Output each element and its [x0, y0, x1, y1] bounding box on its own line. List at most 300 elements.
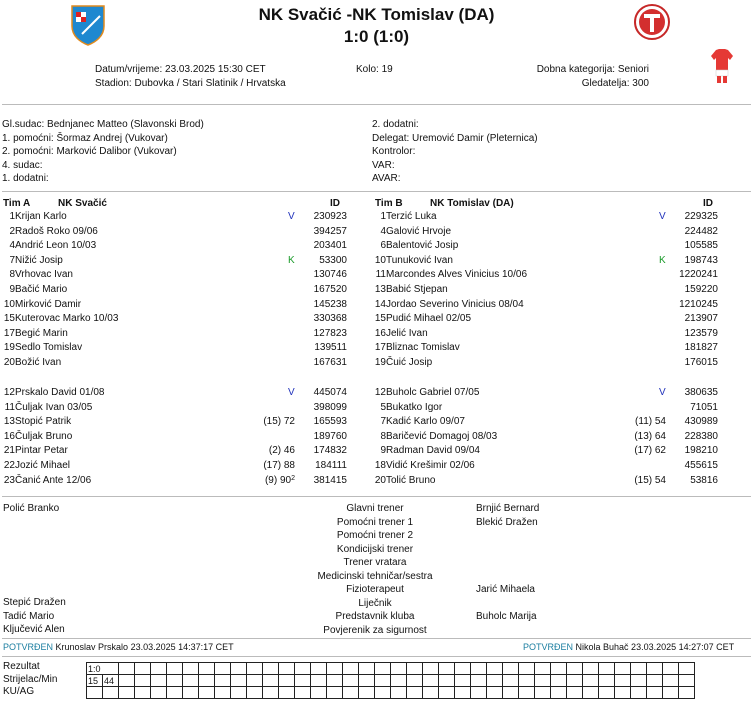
- result-cell: [487, 687, 503, 699]
- player-number: 17: [374, 342, 386, 354]
- result-label: KU/AG: [3, 686, 35, 697]
- staff-role: Fizioterapeut: [346, 584, 404, 595]
- player-name: Babić Stjepan: [386, 284, 448, 295]
- player-number: 20: [374, 474, 386, 486]
- result-cell: [535, 663, 551, 675]
- player-name: Balentović Josip: [386, 240, 459, 252]
- result-cell: [583, 663, 599, 675]
- player-row: [0, 283, 355, 298]
- result-cell: [679, 687, 695, 699]
- player-id: 228380: [684, 430, 718, 442]
- result-cell: [471, 663, 487, 675]
- result-cell: [199, 675, 215, 687]
- result-cell: [279, 663, 295, 675]
- result-cell: [343, 675, 359, 687]
- player-row: [366, 386, 726, 401]
- player-name: Čuljak Bruno: [15, 430, 73, 442]
- player-id: 1220241: [679, 269, 718, 281]
- player-name: Vrhovac Ivan: [15, 269, 73, 281]
- player-id: 394257: [313, 225, 347, 237]
- player-row: [0, 415, 355, 430]
- result-cell: [439, 675, 455, 687]
- player-row: [366, 268, 726, 283]
- official-line: Gl.sudac: Bednjanec Matteo (Slavonski Brod): [2, 119, 204, 130]
- result-label: Rezultat: [3, 661, 40, 672]
- result-labels: [3, 661, 57, 699]
- player-number: 9: [9, 284, 15, 295]
- player-id: 174832: [313, 445, 347, 457]
- result-cell: [551, 675, 567, 687]
- confirm-b-label: POTVRĐEN: [523, 642, 574, 652]
- result-cell: [391, 663, 407, 675]
- result-cell: [519, 675, 535, 687]
- result-cell: [279, 675, 295, 687]
- staff-role: Pomoćni trener 2: [336, 530, 414, 541]
- official-line: 2. dodatni:: [372, 119, 419, 130]
- player-row: [0, 430, 355, 445]
- staff-a-line: Tadić Mario: [3, 610, 55, 622]
- player-name: Terzić Luka: [386, 211, 437, 222]
- player-number: 6: [380, 240, 386, 252]
- result-cell: [183, 687, 199, 699]
- result-cell: [455, 663, 471, 675]
- player-number: 9: [380, 445, 386, 457]
- player-row: [366, 312, 726, 327]
- player-id: 229325: [684, 211, 718, 222]
- player-id: 181827: [684, 342, 718, 354]
- result-cell: [327, 663, 343, 675]
- player-name: Galović Hrvoje: [386, 225, 452, 237]
- substitution-sup: 2: [291, 474, 295, 482]
- staff-physio-b: Jarić Mihaela: [476, 584, 535, 595]
- substitution-text: (17) 88: [263, 460, 295, 471]
- confirm-b: [523, 641, 734, 655]
- player-id: 167631: [313, 357, 347, 368]
- staff-role: Predstavnik kluba: [335, 611, 415, 622]
- player-id: 189760: [313, 430, 347, 442]
- result-cell: [327, 687, 343, 699]
- result-cell: [615, 675, 631, 687]
- result-cell: [471, 687, 487, 699]
- player-number: 7: [9, 254, 15, 266]
- result-cell: [151, 687, 167, 699]
- player-name: Nižić Josip: [15, 254, 63, 266]
- result-cell: [487, 675, 503, 687]
- staff-role: Pomoćni trener 1: [336, 516, 414, 528]
- result-cell: [503, 663, 519, 675]
- result-cell: [519, 663, 535, 675]
- result-cell: [503, 675, 519, 687]
- result-cell: [263, 663, 279, 675]
- player-name: Pudić Mihael 02/05: [386, 313, 472, 325]
- player-row: [0, 268, 355, 283]
- match-round: Kolo: 19: [356, 64, 393, 75]
- result-cell: [391, 687, 407, 699]
- player-name: Sedlo Tomislav: [15, 342, 83, 354]
- player-number: 21: [3, 445, 15, 457]
- result-cell: [423, 663, 439, 675]
- result-cell: [167, 675, 183, 687]
- substitution-info: [265, 474, 295, 489]
- match-title: NK Svačić -NK Tomislav (DA): [258, 5, 495, 24]
- staff-a-line: Ključević Alen: [3, 624, 65, 635]
- result-cell: [343, 663, 359, 675]
- match-spectators: Gledatelja: 300: [581, 78, 649, 89]
- player-id: 53816: [690, 474, 718, 486]
- captain-mark: K: [288, 254, 295, 266]
- player-id: 445074: [313, 387, 347, 398]
- result-cell: [311, 663, 327, 675]
- player-name: Mirković Damir: [15, 298, 82, 310]
- player-row: [366, 327, 726, 342]
- staff-a-line: Stepić Dražen: [3, 597, 66, 608]
- result-cell: [343, 687, 359, 699]
- official-line: 4. sudac:: [2, 159, 43, 171]
- player-name: Prskalo David 01/08: [15, 387, 105, 398]
- player-row: [0, 298, 355, 313]
- player-id: 167520: [313, 284, 347, 295]
- player-name: Marcondes Alves Vinicius 10/06: [386, 269, 528, 281]
- player-number: 8: [9, 269, 15, 281]
- result-cell: [599, 687, 615, 699]
- official-line: Delegat: Uremović Damir (Pleternica): [372, 132, 538, 144]
- player-row: [366, 430, 726, 445]
- substitution-text: (17) 62: [634, 445, 666, 457]
- result-cell: [647, 675, 663, 687]
- officials-right: [372, 118, 538, 186]
- player-row: [0, 386, 355, 401]
- player-number: 13: [3, 416, 15, 428]
- result-cell: [151, 663, 167, 675]
- player-name: Tunuković Ivan: [386, 254, 453, 266]
- result-cell: [359, 663, 375, 675]
- result-cell: [535, 687, 551, 699]
- result-cell: [567, 687, 583, 699]
- result-cell: [231, 687, 247, 699]
- substitution-text: (2) 46: [268, 445, 295, 457]
- result-cell: [663, 687, 679, 699]
- result-cell: [247, 687, 263, 699]
- staff-head-coach-a: Polić Branko: [3, 503, 60, 514]
- player-row: [366, 341, 726, 356]
- player-id: 105585: [684, 240, 718, 252]
- player-id: 455615: [684, 460, 718, 471]
- staff-role: Trener vratara: [343, 557, 407, 568]
- result-cell: [295, 675, 311, 687]
- result-cell: [423, 687, 439, 699]
- result-row: [87, 687, 695, 699]
- player-row: [366, 444, 726, 459]
- player-row: [366, 283, 726, 298]
- player-number: 12: [374, 387, 386, 398]
- player-number: 10: [374, 254, 386, 266]
- team-b-name: NK Tomislav (DA): [430, 198, 514, 209]
- player-id: 381415: [313, 474, 347, 486]
- result-cell: [567, 663, 583, 675]
- result-cell: [87, 687, 103, 699]
- player-number: 16: [3, 430, 15, 442]
- player-number: 22: [3, 460, 15, 471]
- player-name: Jelić Ivan: [386, 327, 428, 339]
- match-date: Datum/vrijeme: 23.03.2025 15:30 CET: [95, 64, 266, 75]
- result-cell: [359, 687, 375, 699]
- result-cell: [247, 675, 263, 687]
- result-cell: [535, 675, 551, 687]
- team-b-id-header: ID: [703, 198, 713, 209]
- player-number: 5: [380, 401, 386, 413]
- player-row: [366, 225, 726, 240]
- player-name: Radoš Roko 09/06: [15, 225, 98, 237]
- staff-roles: [290, 502, 460, 637]
- player-number: 7: [380, 416, 386, 428]
- player-number: 10: [3, 298, 15, 310]
- team-a-label: Tim A: [3, 198, 31, 209]
- result-cell: [583, 675, 599, 687]
- substitution-text: (9) 90: [264, 474, 292, 486]
- result-cell: [551, 663, 567, 675]
- official-line: 2. pomoćni: Marković Dalibor (Vukovar): [2, 146, 177, 157]
- match-stadium: Stadion: Dubovka / Stari Slatinik / Hrvatska: [95, 78, 286, 89]
- result-cell: [487, 663, 503, 675]
- player-id: 159220: [684, 284, 718, 295]
- team-b-label: Tim B: [375, 198, 403, 209]
- result-cell: [407, 675, 423, 687]
- player-id: 145238: [313, 298, 347, 310]
- player-id: 398099: [313, 401, 347, 413]
- result-cell: 15: [87, 675, 103, 687]
- player-number: 11: [375, 269, 386, 281]
- player-row: [366, 401, 726, 416]
- player-id: 203401: [313, 240, 347, 252]
- player-number: 20: [3, 357, 15, 368]
- result-cell: [503, 687, 519, 699]
- result-cell: [375, 675, 391, 687]
- substitution-text: (15) 54: [634, 474, 666, 486]
- match-category: Dobna kategorija: Seniori: [536, 64, 649, 75]
- staff-head-coach-b: Brnjić Bernard: [476, 503, 540, 514]
- result-cell: [631, 663, 647, 675]
- result-cell: [199, 687, 215, 699]
- player-number: 15: [374, 313, 386, 325]
- captain-mark: K: [659, 254, 666, 266]
- team-a-id-header: ID: [330, 198, 340, 209]
- result-cell: [135, 687, 151, 699]
- result-cell: [135, 675, 151, 687]
- player-number: 12: [3, 387, 15, 398]
- result-cell: [295, 687, 311, 699]
- substitution-text: (15) 72: [263, 416, 295, 428]
- confirm-a-label: POTVRĐEN: [3, 642, 54, 652]
- player-number: 4: [380, 225, 386, 237]
- result-cell: [407, 663, 423, 675]
- result-cell: 44: [103, 675, 119, 687]
- result-cell: [327, 675, 343, 687]
- confirm-a: [3, 641, 234, 655]
- substitution-info: [634, 430, 666, 445]
- official-line: VAR:: [372, 159, 395, 171]
- result-cell: [631, 687, 647, 699]
- player-id: 165593: [313, 416, 347, 428]
- player-row: [0, 474, 355, 489]
- result-cell: [375, 687, 391, 699]
- result-cell: [583, 687, 599, 699]
- result-cell: [663, 663, 679, 675]
- player-name: Čanić Ante 12/06: [15, 474, 92, 486]
- player-id: 330368: [313, 313, 347, 325]
- player-row: [0, 356, 355, 371]
- staff-assistant-b: Blekić Dražen: [476, 516, 538, 528]
- player-number: 1: [9, 211, 15, 222]
- player-id: 184111: [315, 460, 347, 471]
- player-name: Jordao Severino Vinicius 08/04: [386, 298, 524, 310]
- substitution-text: (13) 64: [634, 430, 666, 442]
- result-cell: [359, 675, 375, 687]
- player-row: [366, 254, 726, 269]
- result-cell: [167, 663, 183, 675]
- official-line: Kontrolor:: [372, 146, 416, 157]
- player-number: 23: [3, 474, 15, 486]
- result-cell: [647, 663, 663, 675]
- result-cell: [567, 675, 583, 687]
- result-grid: [86, 662, 695, 699]
- result-cell: [151, 675, 167, 687]
- staff-role: Medicinski tehničar/sestra: [317, 570, 433, 582]
- substitution-text: (11) 54: [635, 416, 666, 428]
- player-number: 1: [380, 211, 386, 222]
- player-id: 127823: [313, 327, 347, 339]
- player-name: Andrić Leon 10/03: [15, 240, 97, 252]
- result-cell: [183, 675, 199, 687]
- player-id: 213907: [684, 313, 718, 325]
- player-name: Čuić Josip: [386, 357, 433, 368]
- result-cell: [439, 687, 455, 699]
- result-cell: [231, 675, 247, 687]
- player-row: [0, 401, 355, 416]
- player-row: [0, 254, 355, 269]
- staff-rep-b: Buholc Marija: [476, 611, 537, 622]
- result-cell: [263, 687, 279, 699]
- goalkeeper-mark: V: [659, 211, 666, 222]
- goalkeeper-mark: V: [659, 387, 666, 398]
- staff-role: Liječnik: [358, 597, 392, 609]
- result-label: Strijelac/Min: [3, 673, 58, 685]
- player-id: 1210245: [679, 298, 718, 310]
- confirm-a-text: Krunoslav Prskalo 23.03.2025 14:37:17 CET: [55, 642, 234, 652]
- result-cell: [455, 687, 471, 699]
- result-cell: [439, 663, 455, 675]
- player-name: Bukatko Igor: [386, 401, 443, 413]
- player-row: [366, 474, 726, 489]
- player-row: [0, 210, 355, 225]
- player-name: Jozić Mihael: [15, 460, 71, 471]
- player-row: [0, 327, 355, 342]
- staff-role: Povjerenik za sigurnost: [323, 624, 427, 636]
- result-cell: [119, 687, 135, 699]
- player-id: 130746: [313, 269, 347, 281]
- result-cell: [167, 687, 183, 699]
- result-cell: [391, 675, 407, 687]
- player-name: Božić Ivan: [15, 357, 62, 368]
- match-score: 1:0 (1:0): [343, 27, 410, 46]
- staff-role: Kondicijski trener: [336, 543, 414, 555]
- player-name: Bliznac Tomislav: [386, 342, 460, 354]
- player-row: [0, 444, 355, 459]
- result-cell: [263, 675, 279, 687]
- substitution-info: [269, 444, 295, 459]
- player-row: [366, 356, 726, 371]
- player-row: [0, 239, 355, 254]
- result-row: [87, 663, 695, 675]
- result-cell: [631, 675, 647, 687]
- player-row: [366, 239, 726, 254]
- result-cell: [423, 675, 439, 687]
- result-cell: [551, 687, 567, 699]
- result-cell: [599, 675, 615, 687]
- result-cell: [311, 675, 327, 687]
- player-name: Radman David 09/04: [386, 445, 480, 457]
- result-cell: [599, 663, 615, 675]
- substitution-info: [263, 415, 295, 430]
- result-cell: [615, 687, 631, 699]
- player-name: Stopić Patrik: [15, 416, 72, 428]
- result-cell: [199, 663, 215, 675]
- player-id: 430989: [684, 416, 718, 428]
- player-row: [0, 312, 355, 327]
- player-number: 4: [9, 240, 15, 252]
- result-cell: [135, 663, 151, 675]
- goalkeeper-mark: V: [288, 211, 295, 222]
- player-number: 11: [4, 401, 15, 413]
- player-id: 198210: [684, 445, 718, 457]
- player-number: 8: [380, 430, 386, 442]
- player-row: [366, 298, 726, 313]
- player-number: 19: [374, 357, 386, 368]
- result-cell: [471, 675, 487, 687]
- player-number: 14: [374, 298, 386, 310]
- player-id: 71051: [690, 401, 718, 413]
- player-number: 16: [374, 327, 386, 339]
- result-cell: [519, 687, 535, 699]
- player-row: [366, 415, 726, 430]
- player-id: 230923: [313, 211, 347, 222]
- player-name: Baričević Domagoj 08/03: [386, 430, 498, 442]
- player-name: Buholc Gabriel 07/05: [386, 387, 480, 398]
- result-cell: [679, 675, 695, 687]
- staff-role: Glavni trener: [346, 503, 404, 514]
- player-row: [0, 459, 355, 474]
- player-name: Begić Marin: [15, 327, 68, 339]
- player-number: 13: [374, 284, 386, 295]
- result-cell: [215, 675, 231, 687]
- kit-icon: [710, 48, 734, 84]
- player-name: Krijan Karlo: [15, 211, 67, 222]
- player-number: 19: [3, 342, 15, 354]
- official-line: 1. dodatni:: [2, 173, 49, 184]
- result-cell: [311, 687, 327, 699]
- result-cell: [407, 687, 423, 699]
- player-number: 17: [3, 327, 15, 339]
- result-cell: [279, 687, 295, 699]
- player-id: 198743: [684, 254, 718, 266]
- result-cell: [615, 663, 631, 675]
- substitution-info: [634, 444, 666, 459]
- player-id: 53300: [319, 254, 347, 266]
- player-id: 224482: [684, 225, 718, 237]
- player-row: [366, 210, 726, 225]
- officials-left: [2, 118, 204, 186]
- result-cell: [231, 663, 247, 675]
- player-name: Pintar Petar: [15, 445, 68, 457]
